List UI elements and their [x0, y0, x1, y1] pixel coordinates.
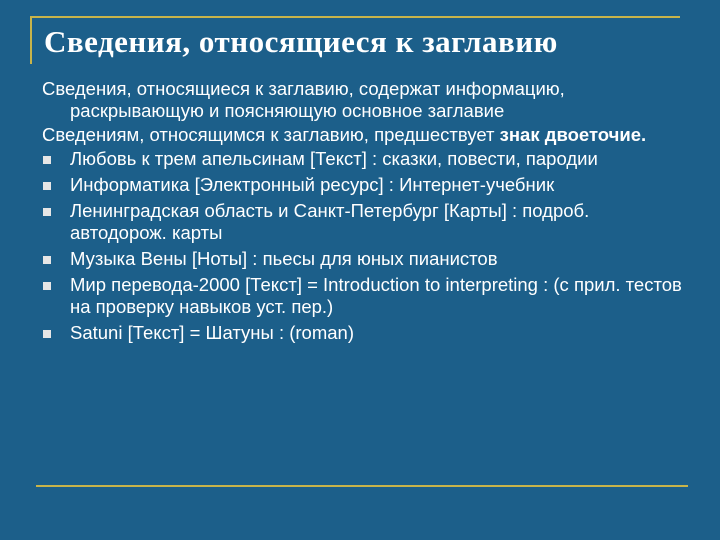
list-item-text: Мир перевода-2000 [Текст] = Introduction to interpreting : (с прил. тестов на проверку навыков уст. пер.) [70, 274, 682, 317]
list-item [42, 200, 682, 244]
title-frame-top-line [30, 16, 680, 18]
square-bullet-icon [43, 330, 51, 338]
list-item [42, 274, 682, 318]
title-frame-left-line [30, 16, 32, 64]
square-bullet-icon [43, 182, 51, 190]
paragraph-definition-text: Сведения, относящиеся к заглавию, содержат информацию, раскрывающую и поясняющую основное заглавие [42, 78, 565, 121]
list-item [42, 248, 682, 270]
paragraph-definition [42, 78, 682, 122]
bottom-divider-line [36, 485, 688, 487]
paragraph-colon-rule-bold: знак двоеточие. [499, 124, 647, 145]
paragraph-colon-rule [42, 124, 682, 146]
example-list [42, 148, 682, 344]
list-item-text: Ленинградская область и Санкт-Петербург [Карты] : подроб. автодорож. карты [70, 200, 590, 243]
square-bullet-icon [43, 256, 51, 264]
slide-content [42, 78, 682, 348]
square-bullet-icon [43, 282, 51, 290]
list-item [42, 322, 682, 344]
list-item [42, 174, 682, 196]
list-item-text: Музыка Вены [Ноты] : пьесы для юных пианистов [70, 248, 498, 269]
list-item-text: Информатика [Электронный ресурс] : Интернет-учебник [70, 174, 555, 195]
square-bullet-icon [43, 208, 51, 216]
square-bullet-icon [43, 156, 51, 164]
list-item [42, 148, 682, 170]
list-item-text: Любовь к трем апельсинам [Текст] : сказки, повести, пародии [70, 148, 598, 169]
list-item-text: Satuni [Текст] = Шатуны : (roman) [70, 322, 354, 343]
paragraph-colon-rule-text: Сведениям, относящимся к заглавию, предшествует [42, 124, 500, 145]
slide-title: Сведения, относящиеся к заглавию [44, 24, 558, 59]
